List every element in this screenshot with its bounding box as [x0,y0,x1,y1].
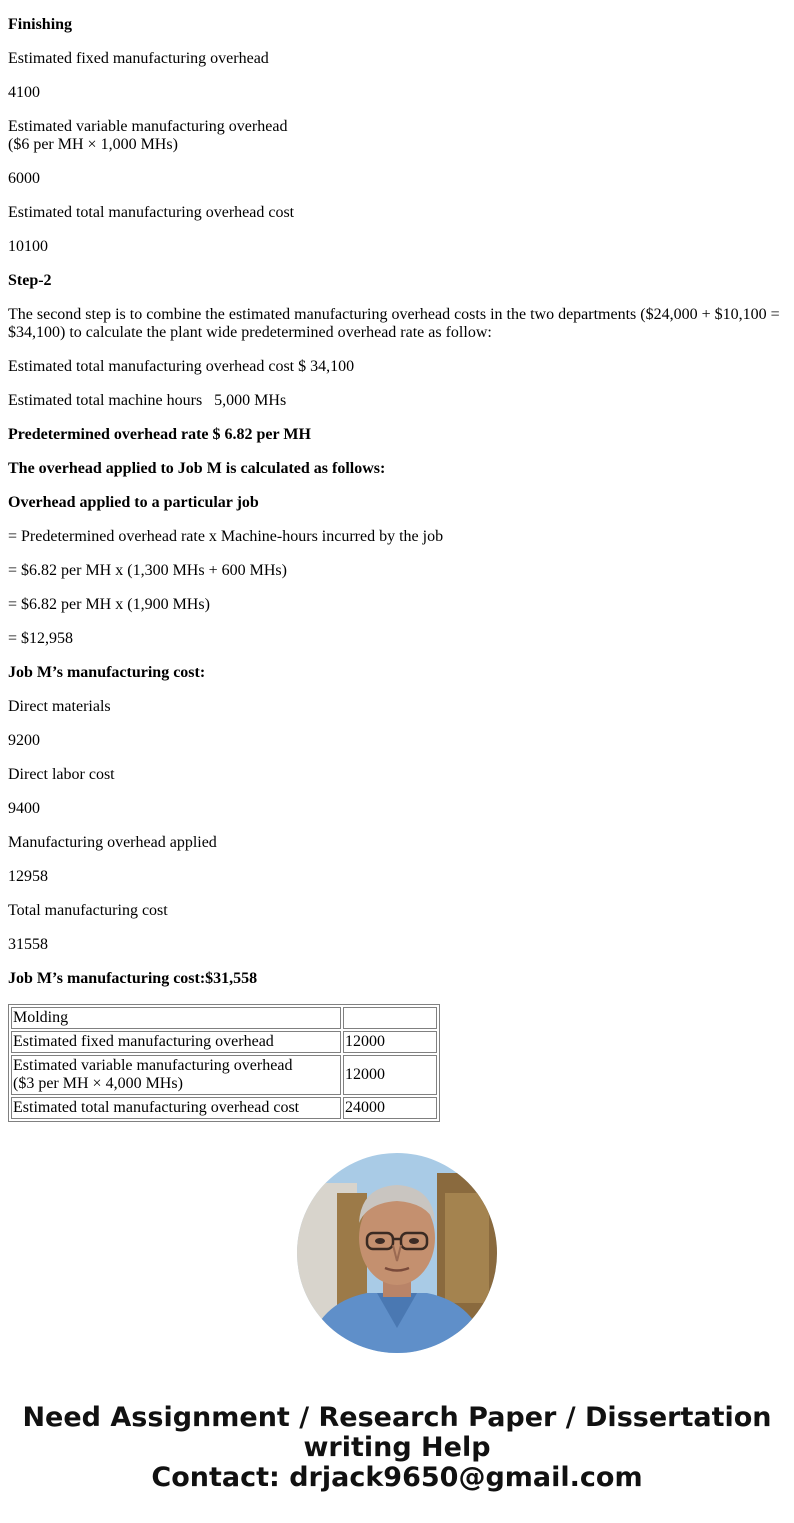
table-cell: 24000 [343,1097,437,1119]
applied-heading: The overhead applied to Job M is calculated as follows: [8,460,386,477]
table-cell: Molding [11,1007,341,1029]
table-cell [11,1055,341,1095]
job-cost-heading: Job M’s manufacturing cost: [8,664,206,681]
table-cell-line: Estimated variable manufacturing overhead [13,1057,293,1074]
job-cost-item-value: 9400 [8,800,40,817]
job-cost-item-label: Direct labor cost [8,766,115,783]
applied-eq3: = $6.82 per MH x (1,900 MHs) [8,596,210,613]
avatar [297,1153,497,1353]
step2-total-hours: Estimated total machine hours 5,000 MHs [8,392,287,409]
table-row [11,1007,437,1029]
step2-total-cost: Estimated total manufacturing overhead cost $ 34,100 [8,358,355,375]
job-cost-summary: Job M’s manufacturing cost:$31,558 [8,970,258,987]
finishing-total-label: Estimated total manufacturing overhead cost [8,204,295,221]
table-row [11,1055,437,1095]
section-heading-finishing: Finishing [8,16,73,33]
promo-banner [0,1403,794,1493]
applied-subheading: Overhead applied to a particular job [8,494,259,511]
table-cell: 12000 [343,1031,437,1053]
job-cost-item-label: Total manufacturing cost [8,902,168,919]
finishing-variable-value: 6000 [8,170,40,187]
promo-line2: writing Help [303,1432,491,1463]
promo-contact: Contact: drjack9650@gmail.com [151,1462,643,1493]
table-cell [343,1007,437,1029]
table-row [11,1031,437,1053]
applied-eq1: = Predetermined overhead rate x Machine-hours incurred by the job [8,528,444,545]
finishing-fixed-label: Estimated fixed manufacturing overhead [8,50,269,67]
avatar-portrait [297,1153,497,1353]
finishing-variable-label-line1: Estimated variable manufacturing overhead [8,118,288,135]
step2-heading: Step-2 [8,272,52,289]
finishing-variable-label-line2: ($6 per MH × 1,000 MHs) [8,136,178,153]
job-cost-item-value: 9200 [8,732,40,749]
table-cell: Estimated fixed manufacturing overhead [11,1031,341,1053]
job-cost-item-label: Manufacturing overhead applied [8,834,217,851]
job-cost-item-label: Direct materials [8,698,111,715]
promo-line1: Need Assignment / Research Paper / Dissertation [22,1402,772,1433]
applied-eq2: = $6.82 per MH x (1,300 MHs + 600 MHs) [8,562,287,579]
applied-eq4: = $12,958 [8,630,74,647]
finishing-variable-label [8,118,786,154]
step2-paragraph: The second step is to combine the estimated manufacturing overhead costs in the two departments ($24,000 + $10,100 = $34,100) to calculate the plant wide predetermined overhead rate as follow: [8,306,780,341]
finishing-fixed-value: 4100 [8,84,40,101]
job-cost-item-value: 31558 [8,936,48,953]
table-cell: 12000 [343,1055,437,1095]
table-row [11,1097,437,1119]
step2-rate: Predetermined overhead rate $ 6.82 per MH [8,426,311,443]
job-cost-item-value: 12958 [8,868,48,885]
table-cell: Estimated total manufacturing overhead cost [11,1097,341,1119]
molding-table [8,1004,440,1122]
finishing-total-value: 10100 [8,238,48,255]
table-cell-line: ($3 per MH × 4,000 MHs) [13,1075,183,1092]
